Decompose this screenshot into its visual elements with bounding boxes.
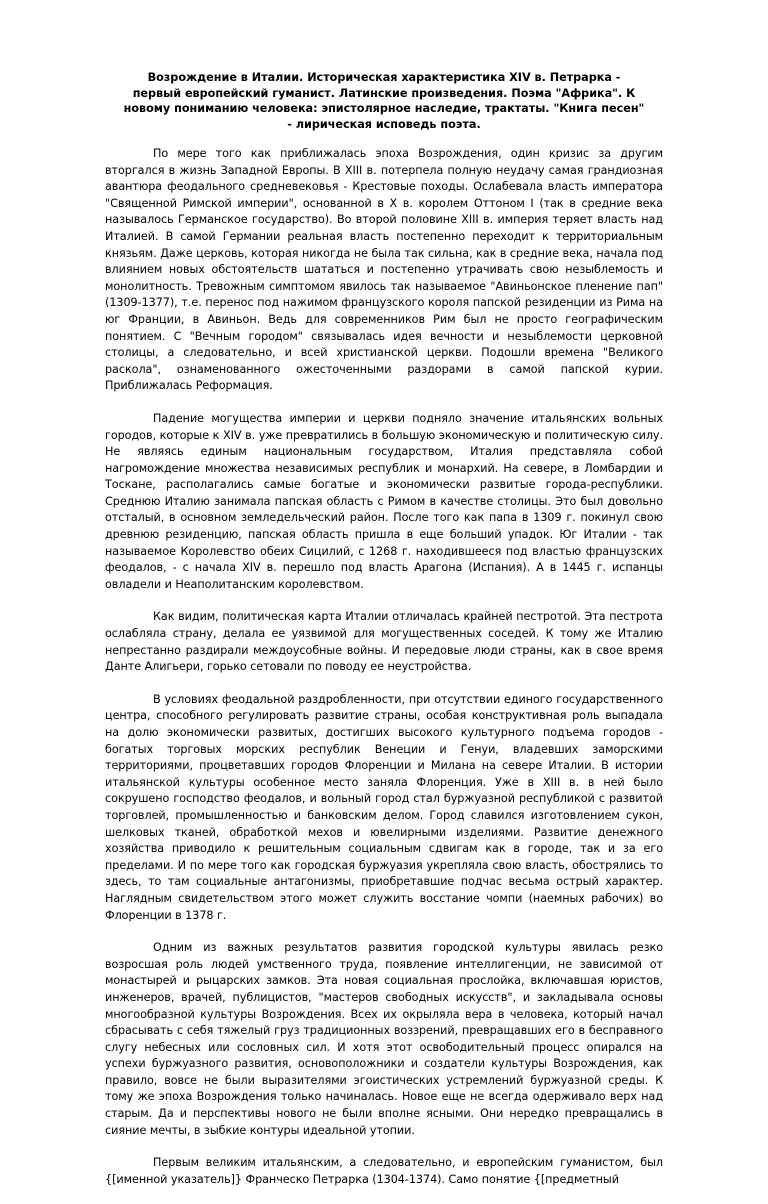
paragraph-6: Первым великим итальянским, а следовательно, и европейским гуманистом, был {[именной указатель]} Франческо Петрарка (1304-1374). Само понятие {[предметный xyxy=(105,1156,663,1186)
paragraph-3: Как видим, политическая карта Италии отличалась крайней пестротой. Эта пестрота ослабляла страну, делала ее уязвимой для могущественных соседей. К тому же Италию непрестанно раздирали междоусобные войны. И передовые люди страны, как в свое время Данте Алигьери, горько сетовали по поводу ее неустройства. xyxy=(105,610,663,674)
paragraph-1: По мере того как приближалась эпоха Возрождения, один кризис за другим вторгался в жизнь Западной Европы. В XIII в. потерпела полную неудачу самая грандиозная авантюра феодального средневековья - Крестовые походы. Ослабевала власть императора "Священной Римской империи", основанной в X в. королем Оттоном I (так в средние века называлось Германское государство). Во второй половине XIII в. империя теряет власть над Италией. В самой Германии реальная власть постепенно переходит к территориальным князьям. Даже церковь, которая никогда не была так сильна, как в средние века, начала под влиянием новых обстоятельств шататься и постепенно утрачивать свою незыблемость и монолитность. Тревожным симптомом явилось так называемое "Авиньонское пленение пап" (1309-1377), т.е. перенос под нажимом французского короля папской резиденции из Рима на юг Франции, в Авиньон. Ведь для современников Рим был не просто географическим понятием. С "Вечным городом" связывалась идея вечности и незыблемости церковной столицы, а следовательно, и всей христианской церкви. Подошли времена "Великого раскола", ознаменованного ожесточенными раздорами в самой папской курии. Приближалась Реформация. xyxy=(105,147,663,393)
paragraph-2: Падение могущества империи и церкви подняло значение итальянских вольных городов, которые к XIV в. уже превратились в большую экономическую и политическую силу. Не являясь единым национальным государством, Италия представляла собой нагромождение множества независимых республик и монархий. На севере, в Ломбардии и Тоскане, располагались самые богатые и экономически развитые города-республики. Среднюю Италию занимала папская область с Римом в качестве столицы. Это был довольно отсталый, в основном земледельческий район. После того как папа в 1309 г. покинул свою древнюю резиденцию, папская область пришла в еще больший упадок. Юг Италии - так называемое Королевство обеих Сицилий, с 1268 г. находившееся под властью французских феодалов, - с начала XIV в. перешло под власть Арагона (Испания). А в 1445 г. испанцы овладели и Неаполитанским королевством. xyxy=(105,411,663,591)
paragraph-5: Одним из важных результатов развития городской культуры явилась резко возросшая роль людей умственного труда, появление интеллигенции, не зависимой от монастырей и рыцарских замков. Эта новая социальная прослойка, включавшая юристов, инженеров, врачей, публицистов, "мастеров свободных искусств", и закладывала основы многообразной культуры Возрождения. Всех их окрыляла вера в человека, который начал сбрасывать с себя тяжелый груз традиционных воззрений, превращавших его в бесправного слугу небесных или сословных сил. И хотя этот освободительный процесс опирался на успехи буржуазного развития, основоположники и создатели культуры Возрождения, как правило, вовсе не были выразителями эгоистических устремлений буржуазной среды. К тому же эпоха Возрождения только начиналась. Новое еще не всегда одерживало верх над старым. Да и перспективы нового не были вполне ясными. Они нередко превращались в сияние мечты, в зыбкие контуры идеальной утопии. xyxy=(105,941,663,1137)
paragraph-4: В условиях феодальной раздробленности, при отсутствии единого государственного центра, способного регулировать развитие страны, особая конструктивная роль выпадала на долю экономически развитых, достигших высокого культурного подъема городов - богатых торговых морских республик Венеции и Генуи, владевших заморскими территориями, процветавших городов Флоренции и Милана на севере Италии. В истории итальянской культуры особенное место заняла Флоренция. Уже в XIII в. в ней было сокрушено господство феодалов, и вольный город стал буржуазной республикой с развитой торговлей, промышленностью и банковским делом. Город славился изготовлением сукон, шелковых тканей, обработкой мехов и ювелирными изделиями. Развитие денежного хозяйства приводило к решительным социальным сдвигам как в городе, так и за его пределами. И по мере того как городская буржуазия укрепляла свою власть, обострялись то здесь, то там социальные антагонизмы, приобретавшие подчас весьма острый характер. Наглядным свидетельством этого может служить восстание чомпи (наемных рабочих) во Флоренции в 1378 г. xyxy=(105,692,663,922)
document-title: Возрождение в Италии. Историческая характеристика XIV в. Петрарка - первый европейский гуманист. Латинские произведения. Поэма "Африка". К новому пониманию человека: эпистолярное наследие, трактаты. "Книга песен" - лирическая исповедь поэта. xyxy=(123,71,645,131)
document-page xyxy=(105,70,663,1204)
